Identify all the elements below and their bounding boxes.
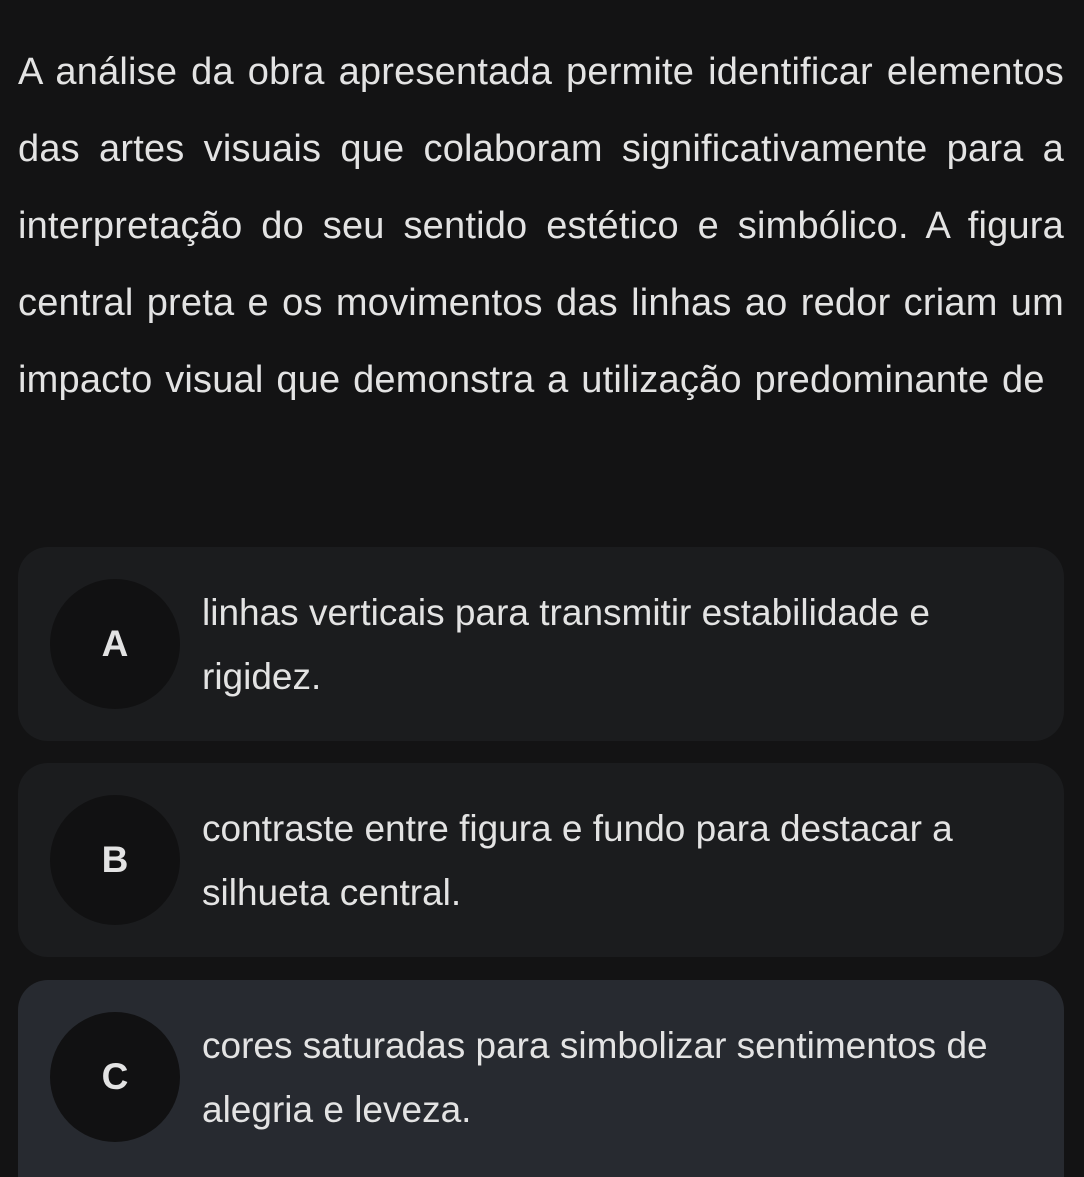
option-letter-a: A — [50, 579, 180, 709]
option-a[interactable] — [18, 547, 1064, 741]
option-c[interactable] — [18, 980, 1064, 1177]
option-letter-c: C — [50, 1012, 180, 1142]
option-b[interactable] — [18, 763, 1064, 957]
question-text: A análise da obra apresentada permite identificar elementos das artes visuais que colaboram significativamente para a interpretação do seu sentido estético e simbólico. A figura central preta e os movimentos das linhas ao redor criam um impacto visual que demonstra a utilização predominante de — [18, 51, 1064, 401]
option-text-a: linhas verticais para transmitir estabilidade e rigidez. — [202, 592, 931, 697]
option-text-c: cores saturadas para simbolizar sentimentos de alegria e leveza. — [202, 1025, 988, 1130]
option-letter-b: B — [50, 795, 180, 925]
option-text-b: contraste entre figura e fundo para destacar a silhueta central. — [202, 808, 953, 913]
